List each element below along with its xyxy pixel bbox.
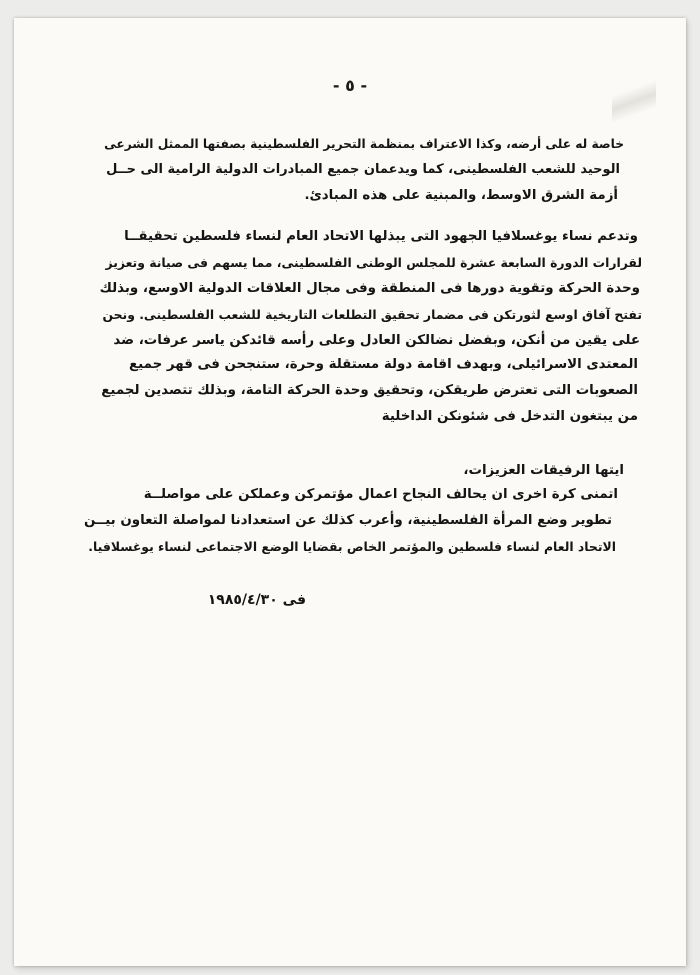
paragraph-2-line-7: الصعوبات التى تعترض طريقكن، وتحقيق وحدة الحركة التامة، وبذلك تتصدين لجميع <box>101 383 638 398</box>
paragraph-2-line-5: على يقين من أنكن، وبفضل نضالكن العادل وعلى رأسه قائدكن ياسر عرفات، ضد <box>113 333 640 348</box>
paragraph-2-line-3: وحدة الحركة وتقوية دورها فى المنطقة وفى مجال العلاقات الدولية الاوسع، وبذلك <box>99 281 640 296</box>
paragraph-2-line-1: وتدعم نساء يوغسلافيا الجهود التى يبذلها الاتحاد العام لنساء فلسطين تحقيقــا <box>124 229 638 244</box>
page-number: - ٥ - <box>332 76 368 95</box>
paragraph-1-line-3: أزمة الشرق الاوسط، والمبنية على هذه المبادئ. <box>304 188 618 203</box>
paragraph-3-line-1: اتمنى كرة اخرى ان يحالف النجاح اعمال مؤتمركن وعملكن على مواصلــة <box>143 487 618 502</box>
paragraph-3 <box>83 486 618 566</box>
paragraph-2-line-8: من يبتغون التدخل فى شئونكن الداخلية <box>381 409 638 424</box>
paragraph-2-line-2: لقرارات الدورة السابعة عشرة للمجلس الوطنى الفلسطينى، مما يسهم فى صيانة وتعزيز <box>105 255 642 270</box>
paragraph-2 <box>98 228 642 438</box>
paragraph-3-line-2: تطوير وضع المرأة الفلسطينية، وأعرب كذلك عن استعدادنا لمواصلة التعاون بيــن <box>83 513 612 528</box>
salutation: ايتها الرفيقات العزيزات، <box>463 463 624 478</box>
paragraph-1-line-1: خاصة له على أرضه، وكذا الاعتراف بمنظمة التحرير الفلسطينية بصفتها الممثل الشرعى <box>104 137 624 151</box>
paragraph-2-line-4: تفتح آفاق اوسع لثورتكن فى مضمار تحقيق التطلعات التاريخية للشعب الفلسطينى. ونحن <box>102 307 642 322</box>
paragraph-1 <box>104 135 624 215</box>
paragraph-3-line-3: الاتحاد العام لنساء فلسطين والمؤتمر الخاص بقضايا الوضع الاجتماعى لنساء يوغسلافيا. <box>88 539 616 554</box>
document-date: فى ١٩٨٥/٤/٣٠ <box>207 592 306 608</box>
paper-crease <box>612 58 656 136</box>
paragraph-2-line-6: المعتدى الاسرائيلى، وبهدف اقامة دولة مستقلة وحرة، ستنجحن فى قهر جميع <box>129 357 638 372</box>
document-page <box>14 18 686 966</box>
paragraph-1-line-2: الوحيد للشعب الفلسطينى، كما ويدعمان جميع المبادرات الدولية الرامية الى حــل <box>106 162 620 177</box>
